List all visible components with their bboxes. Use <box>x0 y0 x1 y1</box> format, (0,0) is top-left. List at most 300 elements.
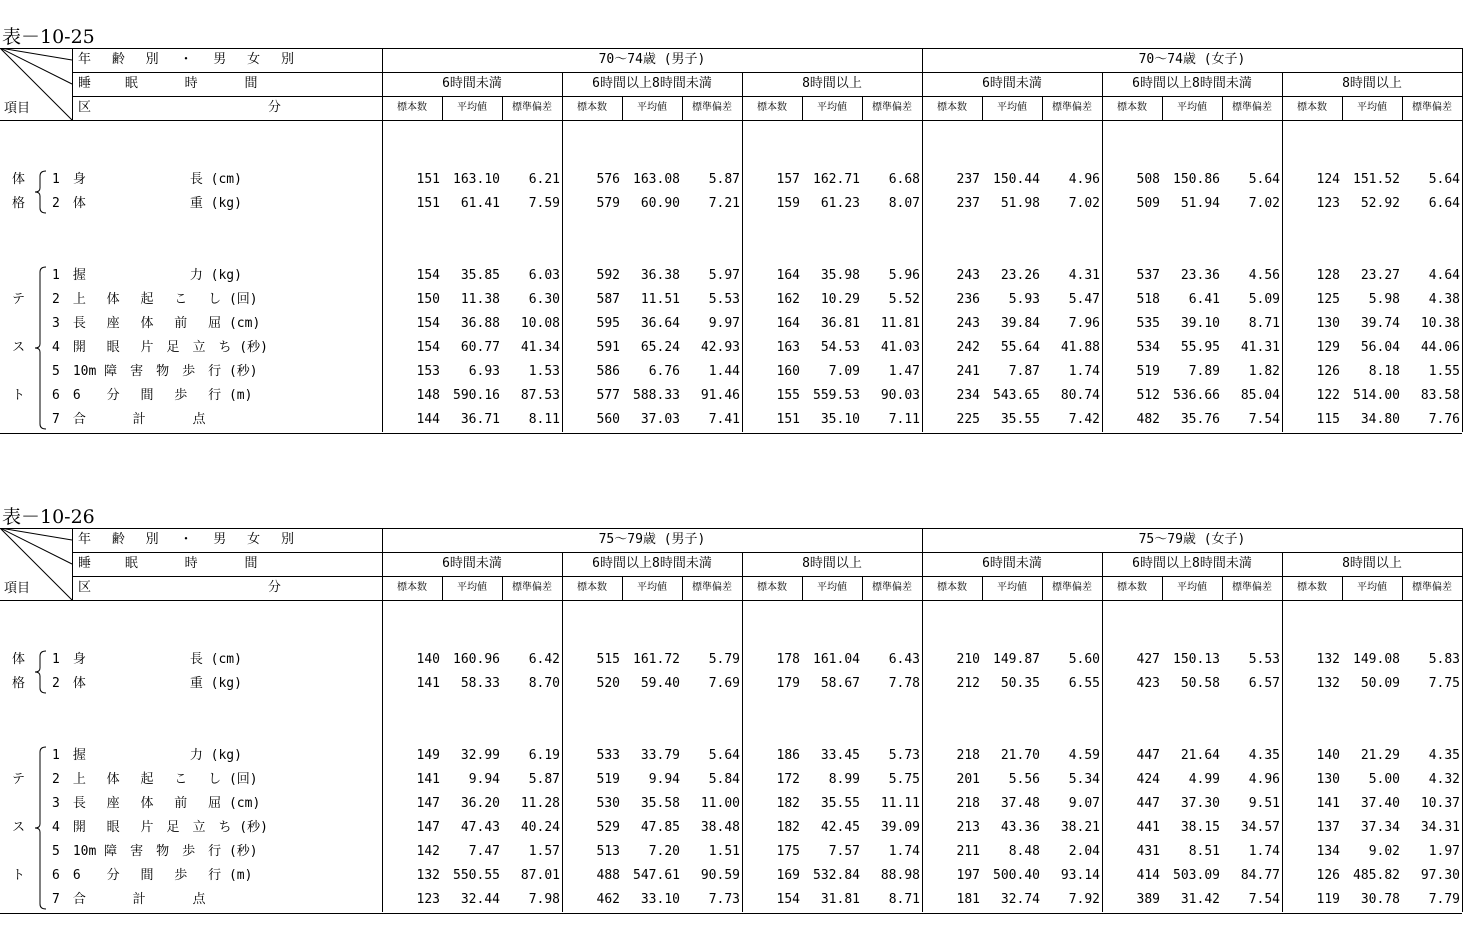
stat-col-header: 平均値 <box>1357 582 1387 593</box>
table-cell: 243 <box>956 316 980 331</box>
table-cell: 35.76 <box>1180 412 1220 427</box>
table-cell: 93.14 <box>1060 868 1100 883</box>
table-cell: 36.71 <box>460 412 500 427</box>
table-cell: 509 <box>1136 196 1160 211</box>
table-cell: 55.64 <box>1000 340 1040 355</box>
table-cell: 7.96 <box>1068 316 1100 331</box>
table-cell: 129 <box>1316 340 1340 355</box>
table-cell: 23.36 <box>1180 268 1220 283</box>
sleep-col-header: 6時間以上8時間未満 <box>1132 76 1252 91</box>
table-cell: 150.13 <box>1173 652 1220 667</box>
table-cell: 5.83 <box>1428 652 1460 667</box>
body-group-label: 格 <box>12 676 26 691</box>
table-cell: 7.92 <box>1068 892 1100 907</box>
table-cell: 1.74 <box>1248 844 1280 859</box>
table-cell: 37.34 <box>1360 820 1400 835</box>
table-cell: 5.34 <box>1068 772 1100 787</box>
table-cell: 234 <box>956 388 980 403</box>
table-cell: 149 <box>416 748 440 763</box>
table-cell: 537 <box>1136 268 1160 283</box>
table-cell: 218 <box>956 796 980 811</box>
table-cell: 122 <box>1316 388 1340 403</box>
table-cell: 11.00 <box>700 796 740 811</box>
table-cell: 132 <box>1316 652 1340 667</box>
table-cell: 9.97 <box>708 316 740 331</box>
row-label: 3 長 座 体 前 屈 (cm) <box>52 796 261 811</box>
table-cell: 10.38 <box>1420 316 1460 331</box>
table-cell: 38.15 <box>1180 820 1220 835</box>
header-age-sex-label: 年 齢 別 ・ 男 女 別 <box>78 52 294 67</box>
table-cell: 7.79 <box>1428 892 1460 907</box>
table-cell: 87.53 <box>520 388 560 403</box>
table-cell: 90.59 <box>700 868 740 883</box>
table-cell: 154 <box>416 268 440 283</box>
table-cell: 7.87 <box>1008 364 1040 379</box>
table-cell: 34.80 <box>1360 412 1400 427</box>
table-cell: 590.16 <box>453 388 500 403</box>
table-cell: 595 <box>596 316 620 331</box>
table-cell: 21.70 <box>1000 748 1040 763</box>
table-cell: 4.35 <box>1248 748 1280 763</box>
sleep-col-header: 6時間未満 <box>982 556 1042 571</box>
table-cell: 7.54 <box>1248 412 1280 427</box>
table-cell: 8.71 <box>888 892 920 907</box>
table-cell: 4.99 <box>1188 772 1220 787</box>
table-cell: 140 <box>416 652 440 667</box>
table-cell: 5.87 <box>708 172 740 187</box>
row-label: 2 体 重 (kg) <box>52 676 242 691</box>
stat-col-header: 平均値 <box>1177 582 1207 593</box>
table-cell: 7.69 <box>708 676 740 691</box>
table-cell: 210 <box>956 652 980 667</box>
table-cell: 7.09 <box>828 364 860 379</box>
table-cell: 36.38 <box>640 268 680 283</box>
table-cell: 52.92 <box>1360 196 1400 211</box>
test-group-label: ス <box>12 340 26 355</box>
table-cell: 151 <box>416 196 440 211</box>
table-cell: 39.09 <box>880 820 920 835</box>
table-cell: 35.55 <box>1000 412 1040 427</box>
table-cell: 161.72 <box>633 652 680 667</box>
stat-col-header: 標本数 <box>397 102 427 113</box>
table-cell: 154 <box>776 892 800 907</box>
table-cell: 1.57 <box>528 844 560 859</box>
table-cell: 178 <box>776 652 800 667</box>
table-cell: 6.55 <box>1068 676 1100 691</box>
table-cell: 154 <box>416 316 440 331</box>
table-cell: 5.98 <box>1368 292 1400 307</box>
table-cell: 80.74 <box>1060 388 1100 403</box>
table-cell: 5.96 <box>888 268 920 283</box>
stat-col-header: 標本数 <box>937 102 967 113</box>
body-group-label: 体 <box>12 652 26 667</box>
table-cell: 87.01 <box>520 868 560 883</box>
table-cell: 5.64 <box>1428 172 1460 187</box>
table-cell: 44.06 <box>1420 340 1460 355</box>
table-cell: 84.77 <box>1240 868 1280 883</box>
table-cell: 37.03 <box>640 412 680 427</box>
table-cell: 126 <box>1316 364 1340 379</box>
table-cell: 2.04 <box>1068 844 1100 859</box>
table-cell: 500.40 <box>993 868 1040 883</box>
table-cell: 123 <box>1316 196 1340 211</box>
table-cell: 182 <box>776 796 800 811</box>
table-cell: 124 <box>1316 172 1340 187</box>
table-cell: 237 <box>956 172 980 187</box>
test-group-label: テ <box>12 772 26 787</box>
table-cell: 40.24 <box>520 820 560 835</box>
table-cell: 4.35 <box>1428 748 1460 763</box>
table-cell: 211 <box>956 844 980 859</box>
stat-col-header: 平均値 <box>637 582 667 593</box>
row-label: 2 上 体 起 こ し (回) <box>52 292 258 307</box>
table-cell: 534 <box>1136 340 1160 355</box>
table-cell: 7.73 <box>708 892 740 907</box>
table-cell: 162 <box>776 292 800 307</box>
table-cell: 7.89 <box>1188 364 1220 379</box>
table-cell: 179 <box>776 676 800 691</box>
stat-col-header: 標準偏差 <box>1052 102 1092 113</box>
table-cell: 164 <box>776 268 800 283</box>
row-label: 1 握 力 (kg) <box>52 748 242 763</box>
table-cell: 23.27 <box>1360 268 1400 283</box>
table-cell: 6.68 <box>888 172 920 187</box>
header-sleep-label: 睡 眠 時 間 <box>78 76 258 91</box>
table-cell: 533 <box>596 748 620 763</box>
table-cell: 163 <box>776 340 800 355</box>
table-cell: 9.94 <box>468 772 500 787</box>
table-cell: 130 <box>1316 316 1340 331</box>
table-title: 表－10-26 <box>2 506 95 528</box>
row-label: 2 上 体 起 こ し (回) <box>52 772 258 787</box>
table-cell: 151.52 <box>1353 172 1400 187</box>
row-label: 1 身 長 (cm) <box>52 652 242 667</box>
table-cell: 36.88 <box>460 316 500 331</box>
table-cell: 55.95 <box>1180 340 1220 355</box>
table-cell: 389 <box>1136 892 1160 907</box>
table-cell: 128 <box>1316 268 1340 283</box>
sleep-col-header: 8時間以上 <box>1342 76 1402 91</box>
table-cell: 414 <box>1136 868 1160 883</box>
table-cell: 503.09 <box>1173 868 1220 883</box>
table-cell: 35.58 <box>640 796 680 811</box>
table-cell: 7.76 <box>1428 412 1460 427</box>
stat-col-header: 平均値 <box>997 102 1027 113</box>
table-cell: 5.53 <box>1248 652 1280 667</box>
table-cell: 154 <box>416 340 440 355</box>
table-cell: 8.71 <box>1248 316 1280 331</box>
table-cell: 579 <box>596 196 620 211</box>
table-cell: 123 <box>416 892 440 907</box>
table-cell: 532.84 <box>813 868 860 883</box>
table-cell: 151 <box>416 172 440 187</box>
table-cell: 11.51 <box>640 292 680 307</box>
row-label: 7 合 計 点 <box>52 892 206 907</box>
table-cell: 37.40 <box>1360 796 1400 811</box>
row-label: 1 身 長 (cm) <box>52 172 242 187</box>
row-label: 2 体 重 (kg) <box>52 196 242 211</box>
stat-col-header: 平均値 <box>637 102 667 113</box>
table-cell: 32.99 <box>460 748 500 763</box>
diagonal-line-3 <box>0 48 72 120</box>
table-cell: 423 <box>1136 676 1160 691</box>
table-cell: 125 <box>1316 292 1340 307</box>
female-group-header: 70～74歳 (女子) <box>1138 52 1246 67</box>
table-cell: 147 <box>416 820 440 835</box>
stat-col-header: 標準偏差 <box>692 102 732 113</box>
table-cell: 513 <box>596 844 620 859</box>
table-cell: 536.66 <box>1173 388 1220 403</box>
table-cell: 519 <box>1136 364 1160 379</box>
table-cell: 61.41 <box>460 196 500 211</box>
table-cell: 56.04 <box>1360 340 1400 355</box>
table-cell: 175 <box>776 844 800 859</box>
table-cell: 6.76 <box>648 364 680 379</box>
table-cell: 7.57 <box>828 844 860 859</box>
table-cell: 7.47 <box>468 844 500 859</box>
table-cell: 447 <box>1136 796 1160 811</box>
table-cell: 485.82 <box>1353 868 1400 883</box>
table-cell: 11.81 <box>880 316 920 331</box>
header-item-label: 項目 <box>4 101 31 116</box>
table-cell: 5.60 <box>1068 652 1100 667</box>
label-divider <box>72 528 73 600</box>
table-cell: 38.21 <box>1060 820 1100 835</box>
table-cell: 8.51 <box>1188 844 1220 859</box>
table-cell: 7.54 <box>1248 892 1280 907</box>
table-cell: 4.59 <box>1068 748 1100 763</box>
sleep-col-header: 6時間以上8時間未満 <box>592 556 712 571</box>
table-cell: 38.48 <box>700 820 740 835</box>
table-cell: 37.48 <box>1000 796 1040 811</box>
table-cell: 520 <box>596 676 620 691</box>
table-cell: 39.74 <box>1360 316 1400 331</box>
table-cell: 149.87 <box>993 652 1040 667</box>
table-cell: 8.70 <box>528 676 560 691</box>
table-cell: 462 <box>596 892 620 907</box>
table-cell: 529 <box>596 820 620 835</box>
table-cell: 577 <box>596 388 620 403</box>
corner-diagonals <box>0 48 80 122</box>
table-cell: 519 <box>596 772 620 787</box>
table-cell: 6.64 <box>1428 196 1460 211</box>
table-cell: 559.53 <box>813 388 860 403</box>
table-cell: 586 <box>596 364 620 379</box>
stat-col-header: 標本数 <box>937 582 967 593</box>
table-cell: 5.47 <box>1068 292 1100 307</box>
table-cell: 9.02 <box>1368 844 1400 859</box>
stat-col-header: 標本数 <box>1117 582 1147 593</box>
table-cell: 587 <box>596 292 620 307</box>
table-cell: 97.30 <box>1420 868 1460 883</box>
table-cell: 7.02 <box>1248 196 1280 211</box>
table-cell: 144 <box>416 412 440 427</box>
table-cell: 7.98 <box>528 892 560 907</box>
stat-col-header: 平均値 <box>1357 102 1387 113</box>
test-brace <box>34 746 48 910</box>
table-cell: 592 <box>596 268 620 283</box>
row-label: 6 6 分 間 歩 行 (m) <box>52 868 253 883</box>
table-cell: 9.94 <box>648 772 680 787</box>
sleep-col-header: 6時間未満 <box>442 556 502 571</box>
table-cell: 11.38 <box>460 292 500 307</box>
stat-col-header: 標本数 <box>577 102 607 113</box>
table-cell: 163.08 <box>633 172 680 187</box>
table-cell: 8.11 <box>528 412 560 427</box>
stat-col-header: 平均値 <box>457 582 487 593</box>
table-cell: 1.53 <box>528 364 560 379</box>
table-cell: 8.07 <box>888 196 920 211</box>
row-label: 4 開 眼 片 足 立 ち (秒) <box>52 820 268 835</box>
table-cell: 42.93 <box>700 340 740 355</box>
test-brace <box>34 266 48 430</box>
table-cell: 530 <box>596 796 620 811</box>
table-cell: 161.04 <box>813 652 860 667</box>
table-cell: 39.10 <box>1180 316 1220 331</box>
table-cell: 6.30 <box>528 292 560 307</box>
diagonal-line-2 <box>0 528 72 564</box>
table-cell: 164 <box>776 316 800 331</box>
table-cell: 5.79 <box>708 652 740 667</box>
table-cell: 213 <box>956 820 980 835</box>
table-cell: 4.64 <box>1428 268 1460 283</box>
table-cell: 132 <box>1316 676 1340 691</box>
table-cell: 60.90 <box>640 196 680 211</box>
table-cell: 60.77 <box>460 340 500 355</box>
table-cell: 10.37 <box>1420 796 1460 811</box>
table-cell: 126 <box>1316 868 1340 883</box>
table-cell: 225 <box>956 412 980 427</box>
stat-col-header: 平均値 <box>457 102 487 113</box>
table-cell: 482 <box>1136 412 1160 427</box>
label-divider <box>72 48 73 120</box>
stat-col-header: 平均値 <box>997 582 1027 593</box>
table-cell: 31.81 <box>820 892 860 907</box>
table-cell: 159 <box>776 196 800 211</box>
table-cell: 547.61 <box>633 868 680 883</box>
table-cell: 36.81 <box>820 316 860 331</box>
sleep-col-header: 6時間未満 <box>442 76 502 91</box>
table-cell: 508 <box>1136 172 1160 187</box>
row-label: 4 開 眼 片 足 立 ち (秒) <box>52 340 268 355</box>
stat-col-header: 標本数 <box>757 582 787 593</box>
header-sleep-label: 睡 眠 時 間 <box>78 556 258 571</box>
body-brace <box>34 650 48 694</box>
table-cell: 5.75 <box>888 772 920 787</box>
table-cell: 10.29 <box>820 292 860 307</box>
table-cell: 137 <box>1316 820 1340 835</box>
table-cell: 61.23 <box>820 196 860 211</box>
table-cell: 7.75 <box>1428 676 1460 691</box>
table-cell: 141 <box>1316 796 1340 811</box>
table-cell: 50.35 <box>1000 676 1040 691</box>
table-cell: 51.94 <box>1180 196 1220 211</box>
body-brace <box>34 170 48 214</box>
body-group-label: 格 <box>12 196 26 211</box>
table-cell: 424 <box>1136 772 1160 787</box>
diagonal-line-2 <box>0 48 72 84</box>
table-cell: 588.33 <box>633 388 680 403</box>
corner-diagonals <box>0 528 80 602</box>
table-cell: 88.98 <box>880 868 920 883</box>
table-title: 表－10-25 <box>2 26 95 48</box>
table-cell: 149.08 <box>1353 652 1400 667</box>
table-cell: 543.65 <box>993 388 1040 403</box>
table-cell: 150 <box>416 292 440 307</box>
stat-col-header: 標準偏差 <box>1052 582 1092 593</box>
table-cell: 7.20 <box>648 844 680 859</box>
table-cell: 37.30 <box>1180 796 1220 811</box>
table-cell: 5.52 <box>888 292 920 307</box>
table-cell: 41.03 <box>880 340 920 355</box>
row-label: 6 6 分 間 歩 行 (m) <box>52 388 253 403</box>
table-cell: 181 <box>956 892 980 907</box>
table-cell: 447 <box>1136 748 1160 763</box>
stat-col-header: 標準偏差 <box>512 102 552 113</box>
table-cell: 35.98 <box>820 268 860 283</box>
table-cell: 5.84 <box>708 772 740 787</box>
table-cell: 5.93 <box>1008 292 1040 307</box>
table-cell: 9.51 <box>1248 796 1280 811</box>
table-cell: 535 <box>1136 316 1160 331</box>
table-cell: 35.10 <box>820 412 860 427</box>
table-cell: 162.71 <box>813 172 860 187</box>
table-cell: 218 <box>956 748 980 763</box>
test-group-label: ス <box>12 820 26 835</box>
table-cell: 243 <box>956 268 980 283</box>
table-cell: 42.45 <box>820 820 860 835</box>
table-cell: 90.03 <box>880 388 920 403</box>
table-cell: 160.96 <box>453 652 500 667</box>
table-cell: 4.32 <box>1428 772 1460 787</box>
table-cell: 36.64 <box>640 316 680 331</box>
table-cell: 142 <box>416 844 440 859</box>
stat-col-header: 標本数 <box>397 582 427 593</box>
table-cell: 4.96 <box>1068 172 1100 187</box>
table-cell: 41.34 <box>520 340 560 355</box>
table-cell: 157 <box>776 172 800 187</box>
table-cell: 30.78 <box>1360 892 1400 907</box>
header-line-3 <box>0 600 1462 601</box>
table-cell: 32.44 <box>460 892 500 907</box>
table-cell: 4.56 <box>1248 268 1280 283</box>
row-label: 7 合 計 点 <box>52 412 206 427</box>
table-cell: 212 <box>956 676 980 691</box>
table-cell: 41.88 <box>1060 340 1100 355</box>
stat-col-header: 標準偏差 <box>1412 582 1452 593</box>
table-cell: 132 <box>416 868 440 883</box>
sleep-col-header: 8時間以上 <box>802 556 862 571</box>
table-cell: 47.85 <box>640 820 680 835</box>
table-cell: 58.33 <box>460 676 500 691</box>
table-cell: 1.82 <box>1248 364 1280 379</box>
stat-col-header: 標本数 <box>757 102 787 113</box>
table-cell: 6.19 <box>528 748 560 763</box>
male-group-header: 75～79歳 (男子) <box>598 532 706 547</box>
table-cell: 50.58 <box>1180 676 1220 691</box>
table-cell: 7.42 <box>1068 412 1100 427</box>
table-cell: 7.11 <box>888 412 920 427</box>
table-cell: 35.85 <box>460 268 500 283</box>
table-cell: 518 <box>1136 292 1160 307</box>
table-cell: 5.09 <box>1248 292 1280 307</box>
stat-col-header: 標準偏差 <box>1412 102 1452 113</box>
table-cell: 427 <box>1136 652 1160 667</box>
table-cell: 36.20 <box>460 796 500 811</box>
stat-col-header: 平均値 <box>817 102 847 113</box>
row-label: 3 長 座 体 前 屈 (cm) <box>52 316 261 331</box>
table-cell: 65.24 <box>640 340 680 355</box>
